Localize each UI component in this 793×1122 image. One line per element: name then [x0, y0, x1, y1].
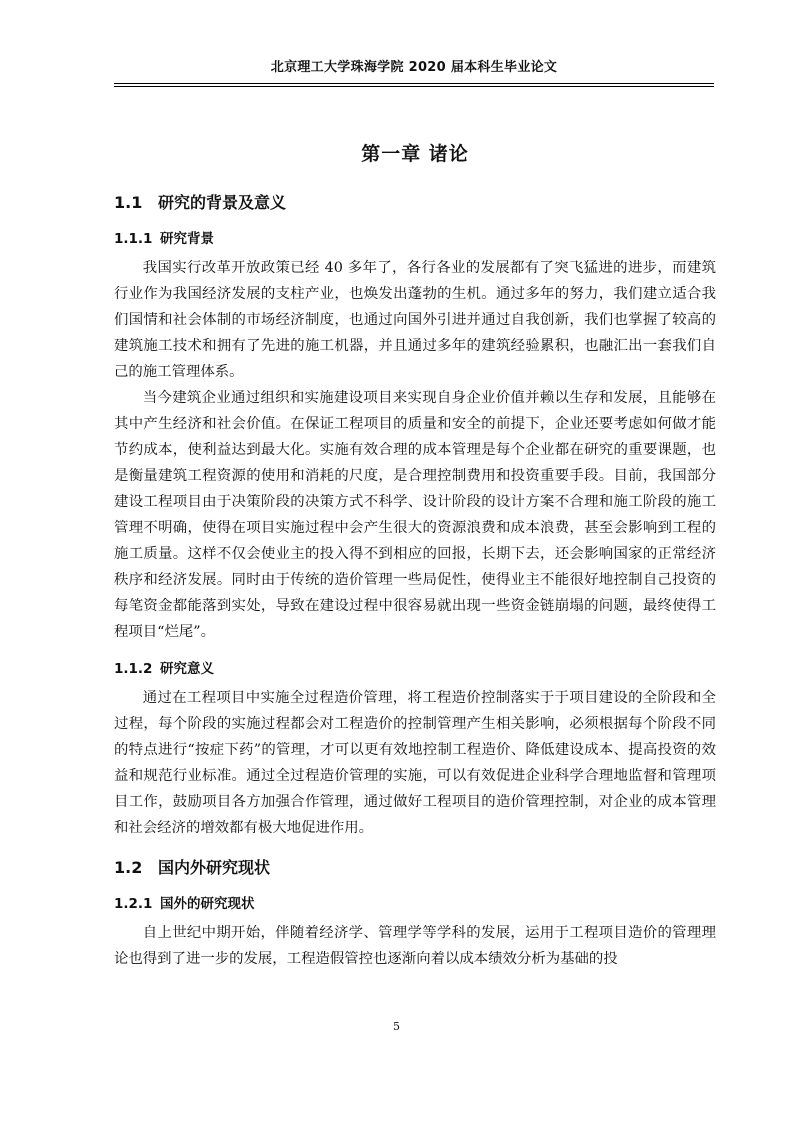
- subsection-heading-1-1-1: [114, 227, 716, 247]
- section-title: 国内外研究现状: [158, 858, 271, 877]
- section-title: 研究的背景及意义: [158, 193, 287, 212]
- body-paragraph: 我国实行改革开放政策已经 40 多年了，各行各业的发展都有了突飞猛进的进步，而建筑行业作为我国经济发展的支柱产业，也焕发出蓬勃的生机。通过多年的努力，我们建立适合我们国情和社会体制的市场经济制度，也通过向国外引进并通过自我创新，我们也掌握了较高的建筑施工技术和拥有了先进的施工机器，并且通过多年的建筑经验累积，也融汇出一套我们自己的施工管理体系。: [114, 260, 716, 380]
- section-heading-1-1: [114, 190, 716, 213]
- section-heading-1-2: [114, 855, 716, 878]
- body-paragraph: 通过在工程项目中实施全过程造价管理，将工程造价控制落实于于项目建设的全阶段和全过程，每个阶段的实施过程都会对工程造价的控制管理产生相关影响，必须根据每个阶段不同的特点进行“按症下药”的管理，才可以更有效地控制工程造价、降低建设成本、提高投资的效益和规范行业标准。通过全过程造价管理的实施，可以有效促进企业科学合理地监督和管理项目工作，鼓励项目各方加强合作管理，通过做好工程项目的造价管理控制，对企业的成本管理和社会经济的增效都有极大地促进作用。: [114, 690, 716, 836]
- running-header: 北京理工大学珠海学院 2020 届本科生毕业论文: [114, 56, 714, 84]
- subsection-heading-1-1-2: [114, 657, 716, 677]
- chapter-title: 第一章 诸论: [361, 143, 469, 165]
- page-body: [114, 139, 716, 972]
- subsection-heading-1-2-1: [114, 892, 716, 912]
- subsection-title: 国外的研究现状: [160, 896, 255, 912]
- subsection-number: 1.2.1: [114, 896, 153, 912]
- page-number: 5: [393, 1020, 400, 1033]
- subsection-number: 1.1.2: [114, 661, 153, 677]
- section-number: 1.1: [114, 193, 143, 212]
- subsection-title: 研究背景: [160, 231, 214, 247]
- subsection-number: 1.1.1: [114, 231, 153, 247]
- subsection-title: 研究意义: [160, 661, 214, 677]
- body-paragraph: 自上世纪中期开始，伴随着经济学、管理学等学科的发展，运用于工程项目造价的管理理论也得到了进一步的发展，工程造假管控也逐渐向着以成本绩效分析为基础的投: [114, 925, 716, 967]
- section-number: 1.2: [114, 858, 143, 877]
- body-paragraph: 当今建筑企业通过组织和实施建设项目来实现自身企业价值并赖以生存和发展，且能够在其中产生经济和社会价值。在保证工程项目的质量和安全的前提下，企业还要考虑如何做才能节约成本，使利益达到最大化。实施有效合理的成本管理是每个企业都在研究的重要课题，也是衡量建筑工程资源的使用和消耗的尺度，是合理控制费用和投资重要手段。目前，我国部分建设工程项目由于决策阶段的决策方式不科学、设计阶段的设计方案不合理和施工阶段的施工管理不明确，使得在项目实施过程中会产生很大的资源浪费和成本浪费，甚至会影响到工程的施工质量。这样不仅会使业主的投入得不到相应的回报，长期下去，还会影响国家的正常经济秩序和经济发展。同时由于传统的造价管理一些局促性，使得业主不能很好地控制自己投资的每笔资金都能落到实处，导致在建设过程中很容易就出现一些资金链崩塌的问题，最终使得工程项目“烂尾”。: [114, 390, 716, 640]
